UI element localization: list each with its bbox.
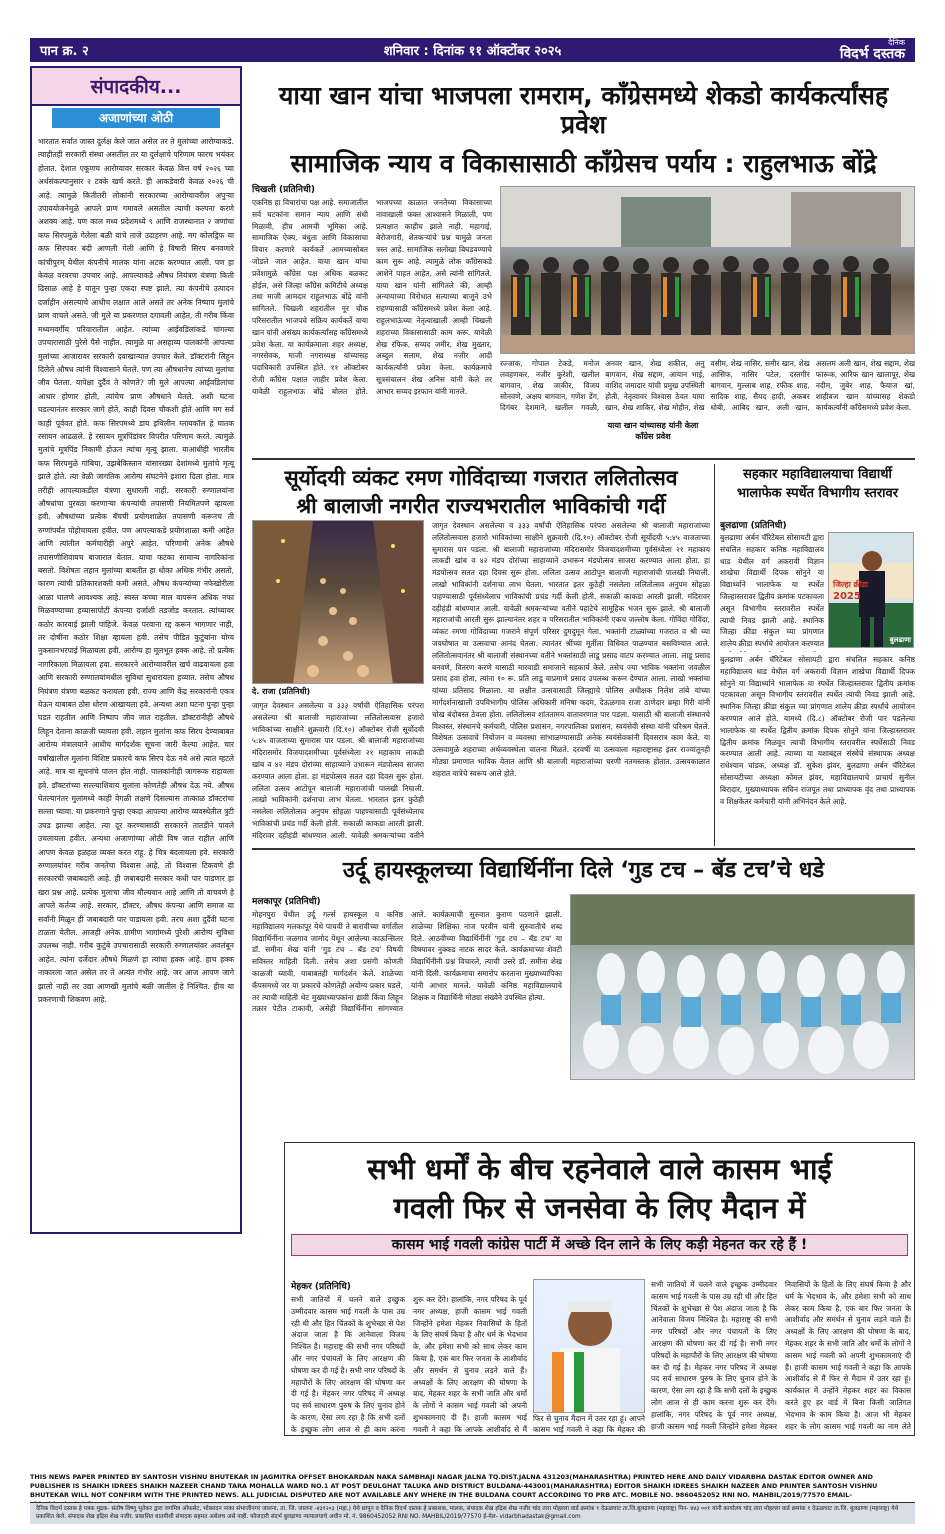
story2-crowd-photo <box>252 520 424 684</box>
story3-body-side: बुलढाणा अर्बन चॅरिटेबल सोसायटी द्वारा संचलित सहकार कनिष्ठ महाविद्यालय धाड येथील वर्ग अकरावी विज्ञान शाखेचा विद्यार्थी दिपक सोनुने या विद्यार्थ्याने भालाफेक या स्पर्धेत जिल्हास्तरावर द्वितीय क्रमांक पटकावला असून विभागीय स्तरावरील स्पर्धेत त्याची निवड झाली आहे. स्थानिक जिल्हा क्रीडा संकुल च्या प्रांगणात शालेय क्रीडा स्पर्धांचे आयोजन करण्यात <box>720 533 824 649</box>
story5-text-block <box>291 1279 527 1435</box>
story-kasam-bhai <box>284 1142 915 1436</box>
story1-body: एकनिष्ठ हा विचारांचा पक्ष आहे. समाजातील सर्व घटकांना समान न्याय आणि संधी मिळावी, हीच आमची भूमिका आहे. सामाजिक ऐक्य, बंधुता आणि विकासाचा विचार करणारे कार्यकर्ते आमच्यासोबत जोडले जात आहेत. याया खान यांचा प्रवेशामुळे काँग्रेस पक्ष अधिक बळकट होईल, असे जिल्हा काँग्रेस कमिटीचे अध्यक्ष तथा माजी आमदार राहुलभाऊ बोंद्रे यांनी सांगितले. चिखली शहरातील नूर चौक परिसरातील भाजपचे सक्रिय कार्यकर्ते याया खान यांनी असंख्य कार्यकर्त्यांसह काँग्रेसमध्ये प्रवेश केला. या कार्यक्रमाला शहर अध्यक्ष, नगरसेवक, माजी नगराध्यक्ष यांच्यासह पदाधिकारी उपस्थित होते. ११ ऑक्टोबर रोजी काँग्रेस पक्षात जाहीर प्रवेश केला. यावेळी राहुलभाऊ बोंद्रे बोलत होते. भाजपच्या काळात जनतेच्या विकासाच्या नावाखाली फक्त आश्वासने मिळाली, पण प्रत्यक्षात काहीच झाले नाही. महागाई, बेरोजगारी, शेतकऱ्यांचे प्रश्न यामुळे जनता त्रस्त आहे. सामाजिक सलोखा बिघडवण्याचे काम सुरू आहे. त्यामुळे लोक काँग्रेसकडे आशेने पाहत आहेत, असे त्यांनी सांगितले. याया खान यांनी सांगितले की, आम्ही अन्यायाच्या विरोधात सत्याच्या बाजूने उभे राहण्यासाठी काँग्रेसमध्ये प्रवेश केला आहे. राहुलभाऊंच्या नेतृत्वाखाली आम्ही चिखली शहराच्या विकासासाठी काम करू. यावेळी शेख रफिक, सय्यद जमीर, शेख मुख्तार, अब्दुल सलाम, शेख नजीर आदी कार्यकर्त्यांनी प्रवेश केला. कार्यक्रमाचे सूत्रसंचालन शेख अनिस यांनी केले तर आभार सय्यद इरफान यांनी मानले. <box>252 198 492 396</box>
story5-photo-caption: फिर से चुनाव मैदान में उतर रहा हूं। आपने कासम भाई गवली ने कहा कि मेहकर की <box>533 1414 645 1434</box>
story5-headline-1: सभी धर्मों के बीच रहनेवाले वाले कासम भाई <box>367 1152 832 1186</box>
banner-city: बुलढाणा <box>889 636 911 644</box>
story2-body-right: जागृत देवस्थान असलेल्या व ३३३ वर्षांची ऐतिहासिक परंपरा असलेल्या श्री बालाजी महाराजांच्या ललितोत्सवास हजारो भाविकांच्या साक्षीने शुक्रवारी (दि.१०) ऑक्टोबर रोजी सूर्योदयी ५:४५ वाजताच्या सुमारास पार पडला. श्री बालाजी महाराजांच्या मंदिरासमोर विजयादशमीच्या पूर्वसंध्येला २१ महाकाय लाकडी खांब व ४२ मंडप दोरांच्या साहाय्याने उभारून मंडपोत्सव साजरा करण्यात आला होता. हा मंडपोत्सव सतत दहा दिवस सुरू होता. ललिता उत्सव आटोपून बालाजी महाराजांची पालखी निघाली. लाखो भाविकांनी दर्शनाचा लाभ घेतला. भारतात इतर कुठेही नसलेला ललितोत्सव अनुपम सोहळा पाहण्यासाठी पूर्वसंध्येलाच भाविकांची प्रचंड गर्दी केली होती. सकाळी काकडा आरती झाली. मंदिरावर दहीहंडी बांधण्यात आली. यावेळी श्रमकऱ्यांच्या वतीने पहाटेचे सामूहिक भजन सुरू झाले. श्री बालाजी महाराजांची आरती सुरू झाल्यानंतर शहर व परिसरातील भाविकांनी एकच जल्लोष केला. गोविंदा गोविंदा, व्यंकट रमणा गोविंदाच्या गजराने संपूर्ण परिसर दुमदुमून गेला. भक्तांनी टाळ्यांच्या गजरात व श्री च्या जयघोषात या उत्सवाचा आनंद घेतला. त्यानंतर श्रींच्या मूर्तीला विधिवत पाळण्यात बसविण्यात आले. ललितोत्सवानंतर श्री बालाजी संस्थानच्या वतीने भक्तांसाठी लाडू प्रसाद वाटप करण्यात आला. लाडू प्रसाद बनवणे, वितरण करणे यासाठी मारवाडी समाजाने सहकार्य केले. तसेच ज्या भाविक भक्तांना जवळील प्रसाद हवा होता, त्यांना १० रू. प्रति लाडू याप्रमाणे प्रसाद उपलब्ध करून देण्यात आला. लाखो भक्तांचा यांच्या प्रतिसाद मिळाला. या लक्षीत उत्सवासाठी जिल्ह्याचे पोलिस अधीक्षक निलेश तांबे यांच्या मार्गदर्शनाखाली उपविभागीय पोलिस अधिकारी मनिषा कदम, देऊळगाव राजा ठाणेदार ब्रम्हा गिरी यांनी चोख बंदोबस्त ठेवला होता. ललितोत्सव शांततामय वातावरणात पार पडला. यासाठी श्री बालाजी संस्थानचे विश्वस्त, संस्थानचे कर्मचारी, पोलिस प्रशासन, नगरपालिका प्रशासन, स्वयंसेवी संस्था यांनी परिश्रम घेतले. विशेषतः उत्सवाचे नियोजन व व्यवस्था सांभाळण्यासाठी अनेक स्वयंसेवकांनी दिवसरात्र काम केले. या उत्सवामुळे शहराच्या अर्थव्यवस्थेला चालना मिळते. दरवर्षी या उत्सवाला महाराष्ट्रासह इतर राज्यांतूनही मोठ्या प्रमाणात भाविक येतात आणि श्री बालाजी महाराजांच्या चरणी नतमस्तक होतात. उत्सवकाळात शहरात यात्रेचे स्वरूप आले होते. <box>432 521 710 778</box>
story4-byline: मलकापूर (प्रतिनिधी) <box>252 897 321 907</box>
editorial-column <box>30 66 242 1234</box>
story-javelin <box>720 464 915 846</box>
story1-photo-caption: याया खान यांच्यासह यांनी केला काँग्रेस प्रवेश <box>604 420 702 442</box>
story4-students-photo <box>570 894 915 1080</box>
story5-body-right: सभी जातियों में चलने वाले इच्छुक उम्मीदवार कासम भाई गवली के पास उम्र रही थी और हित चिंतकों के शुभेच्छा से पेश अंदाज जाता है कि आनेवाला विजय निश्चित है। महाराष्ट्र की सभी नगर परिषदों और नगर पंचायतों के लिए आरक्षण की घोषणा कर दी गई है। सभी नगर परिषदों के महापौरों के लिए आरक्षण की घोषणा कर दी गई है। मेहकर नगर परिषद में अध्यक्ष पद सर्व साधारण पुरुष के लिए चुनाव होने के कारण, ऐसा लग रहा है कि सभी दलों के इच्छुक लोग आज से ही काम करना शुरू कर देंगे। हालांकि, नगर परिषद के पूर्व नगर अध्यक्ष, हाजी कासम भाई गवली जिन्होंने हमेशा मेहकर निवासियों के हितों के लिए संघर्ष किया है और धर्म के भेदभाव के, और हमेशा सभी को साथ लेकर काम किया है, एक बार फिर जनता के आशीर्वाद और समर्थन से चुनाव लड़ने वाले हैं। अध्यक्षों के लिए आरक्षण की घोषणा के बाद, मेहकर शहर के सभी जाति और धर्मों के लोगों ने कासम भाई गवली को अपनी शुभकामनाएं दी हैं। हाजी कासम भाई गवली ने कहा कि आपके आशीर्वाद से मैं फिर से मैदान में उतर रहा हूं। कार्यकाल में उन्होंने मेहकर शहर का विकास करते हुए हर वार्ड में बिना किसी जातिगत भेदभाव के काम किया है। आज भी मेहकर शहर के लोग कासम भाई गवली का नाम लेते <box>651 1280 911 1431</box>
story4-headline: उर्दू हायस्कूलच्या विद्यार्थिनींना दिले ‘गुड टच – बॅड टच’चे धडे <box>342 858 825 883</box>
story1-headline-1: याया खान यांचा भाजपला रामराम, काँग्रेसमध्ये शेकडो कार्यकर्त्यांसह प्रवेश <box>278 81 889 139</box>
story3-body: बुलढाणा अर्बन चॅरिटेबल सोसायटी द्वारा संचलित सहकार कनिष्ठ महाविद्यालय धाड येथील वर्ग अकरावी विज्ञान शाखेचा विद्यार्थी दिपक सोनुने या विद्यार्थ्याने भालाफेक या स्पर्धेत जिल्हास्तरावर द्वितीय क्रमांक पटकावला असून विभागीय स्तरावरील स्पर्धेत त्याची निवड झाली आहे. स्थानिक जिल्हा क्रीडा संकुल च्या प्रांगणात शालेय क्रीडा स्पर्धांचे आयोजन करण्यात आले होते. यामध्ये (दि.८) ऑक्टोबर रोजी पार पडलेल्या भालाफेक या स्पर्धेत द्वितीय क्रमांक दिपक सोनुने यांना जिल्हास्तरावर द्वितीय क्रमांक मिळवून त्याची विभागीय स्तरावरील स्पर्धेसाठी निवड करण्यात आली आहे. त्याच्या या यशाबद्दल संस्थेचे संस्थापक अध्यक्ष राधेश्याम चांडक, अध्यक्ष डॉ. सुकेश झंवर, बुलढाणा अर्बन चॅरिटेबल सोसायटीच्या अध्यक्षा कोमल झंवर, महाविद्यालयाचे प्राचार्य सुनील बिरादार, मुख्याध्यापक सचिन राजपूत तथा प्राध्यापक वृंद तथा प्राध्यापक व शिक्षकेतर कर्मचारी यांनी अभिनंदन केले आहे. <box>720 655 915 806</box>
story2-byline: दे. राजा (प्रतिनिधी) <box>252 687 311 696</box>
story2-headline-1: सूर्योदयी व्यंकट रमण गोविंदाच्या गजरात ललितोत्सव <box>284 466 678 490</box>
story1-text-block <box>252 182 492 450</box>
editorial-body: भारतात सर्वात जास्त दुर्लक्ष केले जात असेल तर ते मुलांच्या आरोग्याकडे. त्याहीतही सरकारी संस्था असतील तर या दुर्लक्षाचे परिणाम फारच भयंकर होतात. देशात एकूणच आरोग्यावर सरकार केवळ वित्त वर्ष २०२६ च्या अर्थसंकल्पानुसार २ टक्के खर्च करते. ही आकडेवारी केवळ २०२६ ची आहे. त्यामुळे कितीतरी लोकांनी सरकारच्या आरोग्यावरील अपुऱ्या उपाययोजनेमुळे आपले प्राण गमावले असतील त्याची कल्पना करणे अशक्य आहे. पण काल मध्य प्रदेशमध्ये ९ आणि राजस्थानात २ जणांचा कफ सिरपमुळे गेलेला बळी याचे ताजे उदाहरण आहे. मग कोलड्रिफ या कफ सिरपवर बंदी आणली गेली आणि हे विषारी सिरप बनवणारे कांचीपुरम् येथील कंपनीचे मालक यांना अटक करण्यात आली. पण हा केवळ वरवरचा उपचार आहे. आपल्याकडे औषध नियंत्रण यंत्रणा किती ढिसाळ आहे हे यातून पुन्हा एकदा स्पष्ट झाले. त्या कंपनीचे उत्पादन दर्जाहीन असल्याचे आधीच लक्षात आले असते तर अनेक निष्पाप मुलांचे प्राण वाचले असते. जी मुले या प्रकरणात दगावली आहेत, ती गरीब किंवा मध्यमवर्गीय परिवारातील आहेत. त्यांच्या आईवडिलांकडे चांगल्या उपचारासाठी पुरेसे पैसे नाहीत. त्यामुळे या असहाय्य पालकांनी आपल्या मुलांच्या आजारावर सरकारी दवाखान्यात उपचार केले. डॉक्टरांनी लिहून दिलेले औषध त्यांनी विश्वासाने घेतले. पण त्या औषधानेच त्यांच्या मुलांचा जीव घेतला. यापेक्षा दुर्दैव ते कोणते? जी मुले आपल्या आईवडिलांचा आधार होणार होती, त्यांचेच प्राण औषधाने घेतले. अशी घटना घडल्यानंतर सरकार जागे होते, काही दिवस चौकशी होते आणि मग सर्व काही पूर्ववत होते. कफ सिरपमध्ये डाय इथिलीन ग्लायकॉल हे घातक रसायन आढळले. हे रसायन मूत्रपिंडांवर विपरीत परिणाम करते. त्यामुळे मुलांचे मूत्रपिंड निकामी होऊन त्यांचा मृत्यू झाला. याआधीही भारतीय कफ सिरपमुळे गांबिया, उझबेकिस्तान यांसारख्या देशांमध्ये मुलांचे मृत्यू झाले होते. त्या वेळी जागतिक आरोग्य संघटनेने इशारा दिला होता. मात्र तरीही आपल्याकडील यंत्रणा सुधारली नाही. सरकारी रुग्णालयांना औषधांचा पुरवठा करणाऱ्या कंपन्यांची तपासणी नियमितपणे व्हायला हवी. औषधांच्या प्रत्येक बॅचची प्रयोगशाळेत तपासणी करूनच ती रुग्णांपर्यंत पोहोचायला हवीत. पण आपल्याकडे प्रयोगशाळा कमी आहेत आणि त्यांतील कर्मचारीही अपुरे आहेत. परिणामी अनेक औषधे तपासणीशिवायच बाजारात येतात. याचा फटका सामान्य नागरिकांना बसतो. विशेषतः लहान मुलांच्या बाबतीत हा धोका अधिक गंभीर असतो, कारण त्यांची प्रतिकारशक्ती कमी असते. औषध कंपन्यांच्या नफेखोरीला आळा घालणे आवश्यक आहे. स्वस्त कच्चा माल वापरून अधिक नफा मिळवण्याच्या हव्यासापोटी कंपन्या दर्जाशी तडजोड करतात. त्यांच्यावर कठोर कारवाई झाली पाहिजे. केवळ परवाना रद्द करून भागणार नाही, तर दोषींना कठोर शिक्षा व्हायला हवी. तसेच पीडित कुटुंबांना योग्य नुकसानभरपाई मिळायला हवी. आरोग्य हा मूलभूत हक्क आहे. तो प्रत्येक नागरिकाला मिळायला हवा. सरकारने आरोग्यावरील खर्च वाढवायला हवा आणि सरकारी रुग्णालयांमधील सुविधा सुधारायला हव्यात. तसेच औषध नियंत्रण यंत्रणा बळकट करायला हवी. राज्य आणि केंद्र सरकारांनी एकत्र येऊन याबाबत ठोस धोरण आखायला हवे. अन्यथा अशा घटना पुन्हा पुन्हा घडत राहतील आणि निष्पाप जीव जात राहतील. डॉक्टरांनीही औषधे लिहून देताना काळजी घ्यायला हवी. लहान मुलांना कफ सिरप देण्याबाबत आरोग्य मंत्रालयाने आधीच मार्गदर्शक सूचना जारी केल्या आहेत. चार वर्षांखालील मुलांना विशिष्ट प्रकारचे कफ सिरप देऊ नये असे त्यात म्हटले आहे. मात्र या सूचनांचे पालन होत नाही. पालकांनीही जागरूक राहायला हवे. डॉक्टरांच्या सल्ल्याशिवाय मुलांना कोणतेही औषध देऊ नये. औषध घेतल्यानंतर मुलांमध्ये काही वेगळी लक्षणे दिसल्यास तात्काळ डॉक्टरांचा सल्ला घ्यावा. या प्रकरणाने पुन्हा एकदा आपल्या आरोग्य व्यवस्थेतील त्रुटी उघड झाल्या आहेत. त्या दूर करण्यासाठी सरकारने तातडीने पावले उचलायला हवीत. अन्यथा अजाणांच्या ओठी विष जात राहील आणि आपण केवळ हळहळ व्यक्त करत राहू. हे चित्र बदलायला हवे. सरकारी रुग्णालयांवर गरीब जनतेचा विश्वास आहे, तो विश्वास टिकवणे ही सरकारची जबाबदारी आहे. ही जबाबदारी सरकार कधी पार पाडणार हा खरा प्रश्न आहे. प्रत्येक मुलाचा जीव मौल्यवान आहे आणि तो वाचवणे हे आपले कर्तव्य आहे. सरकार, डॉक्टर, औषध कंपन्या आणि समाज या सर्वांनी मिळून ही जबाबदारी पार पाडायला हवी. तरच अशा दुर्दैवी घटना टाळता येतील. आजही अनेक ग्रामीण भागांमध्ये पुरेशी आरोग्य सुविधा उपलब्ध नाही. गरीब कुटुंबे उपचारासाठी सरकारी रुग्णालयांवर अवलंबून आहेत. त्यांना दर्जेदार औषधे मिळणे हा त्यांचा हक्क आहे. हाच हक्क नाकारला जात असेल तर ते अत्यंत गंभीर आहे. जर आज आपण जागे झालो नाही तर उद्या आणखी मुलांचे बळी जातील हे निश्चित. हीच या प्रकरणाची शिकवण आहे. <box>38 137 234 1004</box>
story2-headline-2: श्री बालाजी नगरीत राज्यभरातील भाविकांची गर्दी <box>296 494 666 519</box>
story-balaji-festival <box>252 464 710 846</box>
divider-vertical <box>714 464 715 846</box>
story5-headline-2: गवली फिर से जनसेवा के लिए मैदान में <box>393 1191 806 1226</box>
story-good-touch <box>252 852 915 1140</box>
story4-text-block <box>252 894 562 1134</box>
story1-names-list: रज्जाक, गोपाल टेकडे, मनोज लवहणकर, नजीर कुरेशी, खलील बागवान, शेख जाकीर, विजय सोनवणे, अक्षय बागवान, गणेश डेंग, दिगंबर देशमाने, खलील गवळी, अनवर खान, शेख शकील, अनु बागवान, शेख सद्दाम, आयान भाई, वाशिद जमादार यांची प्रमुख उपस्थिती होती. नेतृत्वावर विश्वास ठेवत याया खान, शेख शाकिर, शेख मोहीन, शेख वसीम, शेख नासिर, समीर खान, शेख आसिफ, नासिर पटेल, दस्तगीर बागवान, मुल्लाब शाह, रफीक शाह, सादिक शाह, सैयद हादी, अकबर धोबी, आबिद खान, अली खान, असलम अली खान, शेख सद्दाम, शेख फारूक, आरिफ खान खालापूर, शेख नदीम, जुबेर शाह, फैयाज खां, शाहीबज खान यांच्यासह शेकडो कार्यकर्त्यांनी काँग्रेसमध्ये प्रवेश केला. <box>500 359 915 412</box>
editorial-title: संपादकीय... <box>32 68 240 106</box>
story5-subheadline: कासम भाई गवली कांग्रेस पार्टी में अच्छे दिन लाने के लिए कड़ी मेहनत कर रहे हैं ! <box>291 1234 908 1256</box>
students-photo-illustration <box>571 895 915 1080</box>
divider <box>252 458 915 460</box>
page-content <box>30 66 915 1466</box>
story-congress-entry <box>252 66 915 456</box>
banner-year: 2025 <box>833 591 861 602</box>
masthead-bar <box>30 38 915 62</box>
editorial-subtitle: अजाणांच्या ओठी <box>52 108 220 128</box>
story4-body: मोहनपुरा येथील उर्दू गर्ल्स हायस्कूल व कनिष्ठ महाविद्यालय मलकापूर येथे पाचवी ते बारावीच्या वर्गातील विद्यार्थिनींना जळगाव जामोद येथून आलेल्या काऊन्सिलर डॉ. समीना शेख यांनी ‘गुड टच – बॅड टच’ विषयी सविस्तर माहिती दिली. तसेच अशा प्रसंगी कोणती काळजी घ्यावी, याबाबतही मार्गदर्शन केले. शाळेच्या कँपसमध्ये जर या प्रकारचे कोणतेही अयोग्य प्रकार घडले, तर त्याची माहिती थेट मुख्याध्यापकांना द्यावी किंवा लिहून तक्रार पेटीत टाकावी, असेही विद्यार्थिनींना सांगण्यात आले. कार्यक्रमाची सुरुवात कुराण पठणाने झाली. शाळेच्या शिक्षिका नाज परवीन यांनी सुरुवातीचे शब्द दिले. आठवीच्या विद्यार्थिनींनी ‘गुड टच – बॅड टच’ या विषयावर नुक्कड नाटक सादर केले. कार्यक्रमाच्या शेवटी विद्यार्थिनींनी प्रश्न विचारले, त्याची उत्तरे डॉ. समीना शेख यांनी दिली. कार्यक्रमाचा समारोप करताना मुख्याध्यापिका यांनी आभार मानले. यावेळी कनिष्ठ महाविद्यालयाचे शिक्षक व विद्यार्थिनी मोठ्या संख्येने उपस्थित होत्या. <box>252 910 562 1014</box>
story2-body-left: जागृत देवस्थान असलेल्या व ३३३ वर्षांची ऐतिहासिक परंपरा असलेल्या श्री बालाजी महाराजांच्या ललितोत्सवास हजारो भाविकांच्या साक्षीने शुक्रवारी (दि.१०) ऑक्टोबर रोजी सूर्योदयी ५:४५ वाजताच्या सुमारास पार पडला. श्री बालाजी महाराजांच्या मंदिरासमोर विजयादशमीच्या पूर्वसंध्येला २१ महाकाय लाकडी खांब व ४२ मंडप दोरांच्या साहाय्याने उभारून मंडपोत्सव साजरा करण्यात आला होता. हा मंडपोत्सव सतत दहा दिवस सुरू होता. ललिता उत्सव आटोपून बालाजी महाराजांची पालखी निघाली. लाखो भाविकांनी दर्शनाचा लाभ घेतला. भारतात इतर कुठेही नसलेला ललितोत्सव अनुपम सोहळा पाहण्यासाठी पूर्वसंध्येलाच भाविकांची प्रचंड गर्दी केली होती. सकाळी काकडा आरती झाली. मंदिरावर दहीहंडी बांधण्यात आली. यावेळी श्रमकऱ्यांच्या वतीने <box>252 701 424 840</box>
brand-prefix: दैनिक <box>888 38 905 47</box>
portrait-illustration <box>534 1280 645 1413</box>
story5-body: सभी जातियों में चलने वाले इच्छुक उम्मीदवार कासम भाई गवली के पास उम्र रही थी और हित चिंतकों के शुभेच्छा से पेश अंदाज जाता है कि आनेवाला विजय निश्चित है। महाराष्ट्र की सभी नगर परिषदों और नगर पंचायतों के लिए आरक्षण की घोषणा कर दी गई है। सभी नगर परिषदों के महापौरों के लिए आरक्षण की घोषणा कर दी गई है। मेहकर नगर परिषद में अध्यक्ष पद सर्व साधारण पुरुष के लिए चुनाव होने के कारण, ऐसा लग रहा है कि सभी दलों के इच्छुक लोग आज से ही काम करना शुरू कर देंगे। हालांकि, नगर परिषद के पूर्व नगर अध्यक्ष, हाजी कासम भाई गवली जिन्होंने हमेशा मेहकर निवासियों के हितों के लिए संघर्ष किया है और धर्म के भेदभाव के, और हमेशा सभी को साथ लेकर काम किया है, एक बार फिर जनता के आशीर्वाद और समर्थन से चुनाव लड़ने वाले हैं। अध्यक्षों के लिए आरक्षण की घोषणा के बाद, मेहकर शहर के सभी जाति और धर्मों के लोगों ने कासम भाई गवली को अपनी शुभकामनाएं दी हैं। हाजी कासम भाई गवली ने कहा कि आपके आशीर्वाद से मैं <box>291 1295 527 1434</box>
banner-text: जिल्हा क्रीडा <box>833 580 869 589</box>
newspaper-logo <box>840 39 905 61</box>
page-number: पान क्र. २ <box>40 44 89 59</box>
story3-headline-2: भालाफेक स्पर्धेत विभागीय स्तरावर <box>736 485 899 501</box>
story5-byline: मेहकर (प्रतिनिधि) <box>291 1282 351 1292</box>
group-photo-illustration <box>501 187 915 354</box>
story5-portrait-photo <box>533 1279 645 1413</box>
divider <box>252 848 915 850</box>
imprint-marathi: दैनिक विदर्भ दस्तक हे पत्रक मुद्रक- संतोष विष्णू भुतेकर द्वारा जगमित्र ऑफसेट, भोकरदन नाका संभाजीनगर जालना, ता. जि. जालना -४३१२०३ (महा.) येथे छापून व दैनिक विदर्भ दस्तक हे प्रकाशक, मालक, संपादक शेख इद्रिस शेख नजीर चांद तारा मोहल्ला वार्ड क्रमांक १ देऊळघाट ता.जि.बुलढाणा (महाराष्ट्र) पिन- ४४३ ००१ यांनी कार्यालय चांद तारा मोहल्ला वार्ड क्रमांक १ देऊळघाट ता.जि. बुलढाणा (महाराष्ट्र) येथे प्रकाशित केले. संपादक शेख इद्रिस शेख नजीर. प्रकाशित बातमीशी संपादक सहमत असेलच असे नाही. फौजदारी संदर्भ बुलढाणा न्यायालयाचे अधीन मो. नं. 9860452052 RNI NO. MAHBIL/2019/77570 ई-मेल- vidarbhadastak@gmail.com <box>30 1502 915 1524</box>
story3-byline: बुलढाणा (प्रतिनिधी) <box>720 521 787 531</box>
story3-headline-1: सहकार महाविद्यालयाचा विद्यार्थी <box>743 467 892 482</box>
story1-group-photo <box>500 186 915 354</box>
brand-name: विदर्भ दस्तक <box>839 46 905 62</box>
story1-byline: चिखली (प्रतिनिधी) <box>252 185 315 195</box>
issue-date: शनिवार : दिनांक ११ ऑक्टोंबर २०२५ <box>383 44 562 59</box>
story3-student-photo <box>828 532 914 648</box>
crowd-illustration <box>253 521 424 684</box>
story1-headline-2: सामाजिक न्याय व विकासासाठी काँग्रेसच पर्याय : राहुलभाऊ बोंद्रे <box>290 148 877 178</box>
imprint-english: THIS NEWS PAPER PRINTED BY SANTOSH VISHNU BHUTEKAR IN JAGMITRA OFFSET BHOKARDAN NAKA SAMBHAJI NAGAR JALNA TQ.DIST.JALNA 431203(MAHARASHTRA) PRINTED HERE AND DAILY VIDARBHA DASTAK EDITOR OWNER AND PUBLISHER IS SHAIKH IDREES SHAIKH NAZEER CHAND TARA MOHALLA WARD NO.1 AT POST DEULGHAT TALUKA AND DISTRICT BULDANA-443001(MAHARASHTRA) EDITOR SHAIKH IDREES SHAIKH NAZEER AND PRINTER SANTOSH VISHNU BHUTEKAR WILL NOT CONFIRM WITH THE PRINTED NEWS. ALL JUDICIAL DISPUTED ARE NOT AVAILABLE ANY WHERE IN THE BULDANA COURT ACCORDING TO PRB ATC. MOBILE NO. 9860452052 RNI NO. MAHBIL/2019/77570 EMAIL- <box>30 1473 878 1499</box>
